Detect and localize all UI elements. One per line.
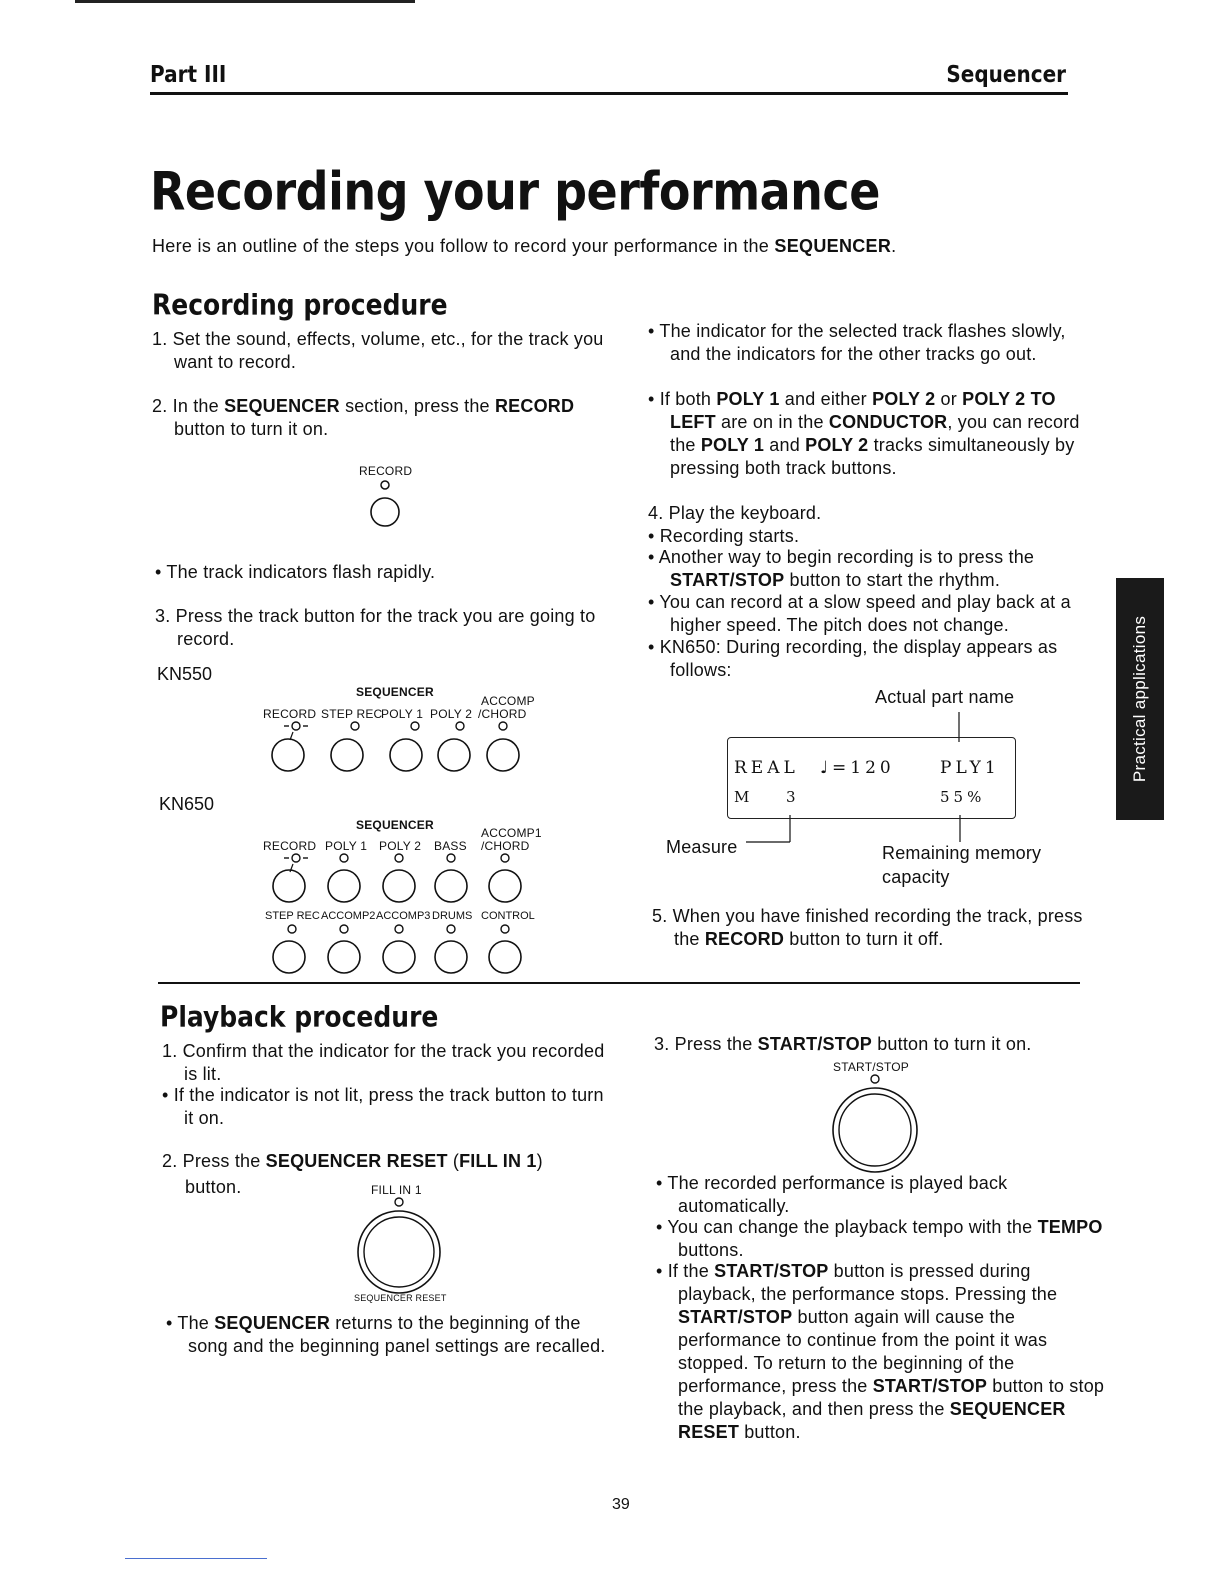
kn650-accomp-top: ACCOMP1 bbox=[481, 826, 542, 840]
play-bullet-tempo: • You can change the playback tempo with the TEMPO buttons. bbox=[656, 1217, 1103, 1260]
kn650-button-row-2 bbox=[260, 922, 530, 978]
lcd-measure-prefix: M bbox=[734, 788, 754, 806]
kn650-row2-label-5: CONTROL bbox=[481, 910, 535, 922]
remaining-memory-label: Remaining memory bbox=[882, 843, 1042, 863]
bullet-recording-starts: • Recording starts. bbox=[648, 526, 800, 546]
header-rule bbox=[150, 92, 1068, 95]
record-button-icon[interactable] bbox=[360, 478, 410, 528]
kn650-row2-label-4: DRUMS bbox=[432, 910, 473, 922]
lcd-part-name: PLY1 bbox=[940, 758, 1000, 778]
rec-step-2: 2. In the SEQUENCER section, press the RECORD button to turn it on. bbox=[152, 396, 575, 439]
kn650-sequencer-label: SEQUENCER bbox=[356, 818, 434, 832]
kn650-button-4 bbox=[435, 870, 467, 902]
intro-text: Here is an outline of the steps you follow to record your performance in the SEQUENCER. bbox=[152, 236, 897, 256]
kn650-button-9 bbox=[435, 941, 467, 973]
kn550-led-2 bbox=[351, 722, 359, 730]
kn550-button-5 bbox=[487, 739, 519, 771]
measure-label: Measure bbox=[666, 837, 738, 857]
kn550-btn-label-1: RECORD bbox=[263, 707, 317, 721]
rec-step-4: 4. Play the keyboard. bbox=[648, 503, 822, 523]
rec-step-3: 3. Press the track button for the track you are going to record. bbox=[155, 606, 596, 649]
kn650-button-6 bbox=[273, 941, 305, 973]
kn650-btn-label-4: BASS bbox=[434, 839, 467, 853]
kn550-button-row bbox=[260, 718, 530, 774]
lcd-tempo: ♩=120 bbox=[820, 758, 895, 778]
kn650-accomp-bottom: /CHORD bbox=[481, 839, 530, 853]
kn650-led-5 bbox=[501, 854, 509, 862]
kn550-button-3 bbox=[390, 739, 422, 771]
rec-step-5: 5. When you have finished recording the track, press the RECORD button to turn it off. bbox=[652, 906, 1083, 949]
play-step-1: 1. Confirm that the indicator for the track you recorded is lit. bbox=[162, 1041, 605, 1084]
fill-in-button-icon[interactable] bbox=[350, 1195, 450, 1295]
playback-heading: Playback procedure bbox=[160, 1000, 439, 1034]
kn550-led-3 bbox=[411, 722, 419, 730]
bullet-another-way: • Another way to begin recording is to press the START/STOP button to start the rhythm. bbox=[648, 547, 1035, 590]
play-bullet-auto: • The recorded performance is played back automatically. bbox=[656, 1173, 1008, 1216]
bullet-flash: • The track indicators flash rapidly. bbox=[155, 562, 436, 582]
section-divider bbox=[158, 982, 1080, 984]
bullet-indicator-flashes: • The indicator for the selected track flashes slowly, and the indicators for the other tracks go out. bbox=[648, 321, 1066, 364]
top-edge-line bbox=[75, 0, 415, 3]
kn650-led-4 bbox=[447, 854, 455, 862]
header-part: Part III bbox=[150, 60, 227, 88]
kn650-button-2 bbox=[328, 870, 360, 902]
kn550-record-led-flash-icon bbox=[284, 722, 308, 740]
kn650-label: KN650 bbox=[159, 794, 215, 814]
sequencer-reset-label: SEQUENCER RESET bbox=[354, 1293, 447, 1303]
kn550-btn-label-4: POLY 2 bbox=[430, 707, 473, 721]
kn650-btn-label-2: POLY 1 bbox=[325, 839, 368, 853]
side-tab-practical-applications: Practical applications bbox=[1116, 578, 1164, 820]
play-step-3: 3. Press the START/STOP button to turn it on. bbox=[654, 1034, 1032, 1054]
kn650-led-2 bbox=[340, 854, 348, 862]
recording-heading: Recording procedure bbox=[152, 288, 448, 322]
kn550-led-4 bbox=[456, 722, 464, 730]
header-section: Sequencer bbox=[946, 60, 1066, 88]
lcd-measure-value: 3 bbox=[786, 788, 800, 806]
bullet-poly: • If both POLY 1 and either POLY 2 or POLY 2 TO LEFT are on in the CONDUCTOR, you can record the POLY 1 and POLY 2 tracks simultaneously by pressing both track buttons. bbox=[648, 389, 1080, 478]
bottom-edge-line bbox=[125, 1558, 267, 1559]
page-number: 39 bbox=[612, 1496, 630, 1513]
kn550-label: KN550 bbox=[157, 664, 213, 684]
lcd-display bbox=[727, 737, 1016, 819]
lcd-mode: REAL bbox=[734, 758, 799, 778]
lcd-memory: 55% bbox=[940, 788, 986, 806]
play-step-2: 2. Press the SEQUENCER RESET (FILL IN 1) bbox=[162, 1151, 543, 1171]
play-step-2-button: button. bbox=[185, 1177, 242, 1197]
play-bullet-sequencer-returns: • The SEQUENCER returns to the beginning of the song and the beginning panel settings are recalled. bbox=[166, 1313, 606, 1356]
kn550-led-5 bbox=[499, 722, 507, 730]
rec-step-1: 1. Set the sound, effects, volume, etc., for the track you want to record. bbox=[152, 329, 604, 372]
kn650-button-row-1 bbox=[260, 850, 530, 906]
start-stop-label: START/STOP bbox=[833, 1060, 910, 1074]
kn650-button-3 bbox=[383, 870, 415, 902]
actual-part-name-label: Actual part name bbox=[875, 687, 1015, 707]
kn650-row2-label-3: ACCOMP3 bbox=[376, 910, 431, 922]
capacity-label: capacity bbox=[882, 867, 950, 887]
start-stop-button-icon[interactable] bbox=[828, 1072, 928, 1172]
kn650-row2-label-2: ACCOMP2 bbox=[321, 910, 376, 922]
kn650-button-1 bbox=[273, 870, 305, 902]
page-title: Recording your performance bbox=[150, 160, 880, 223]
kn650-led-3 bbox=[395, 854, 403, 862]
kn550-accomp-bottom: /CHORD bbox=[478, 707, 527, 721]
record-button-label: RECORD bbox=[359, 464, 413, 478]
kn650-row2-label-1: STEP REC bbox=[265, 910, 320, 922]
kn650-btn-label-1: RECORD bbox=[263, 839, 317, 853]
play-bullet-stop: • If the START/STOP button is pressed during playback, the performance stops. Pressing the START/STOP button again will cause the performance to continue from the point it was stopped. To return to the beginning of the performance, press the START/STOP button to stop the playback, and then press the SEQUENCER RESET button. bbox=[656, 1261, 1105, 1442]
kn550-btn-label-3: POLY 1 bbox=[381, 707, 424, 721]
kn650-button-8 bbox=[383, 941, 415, 973]
play-bullet-indicator: • If the indicator is not lit, press the track button to turn it on. bbox=[162, 1085, 604, 1128]
kn650-button-10 bbox=[489, 941, 521, 973]
kn650-button-5 bbox=[489, 870, 521, 902]
kn550-sequencer-label: SEQUENCER bbox=[356, 685, 434, 699]
kn550-accomp-top: ACCOMP bbox=[481, 694, 535, 708]
kn550-button-4 bbox=[438, 739, 470, 771]
kn550-btn-label-2: STEP REC bbox=[321, 707, 383, 721]
kn650-btn-label-3: POLY 2 bbox=[379, 839, 422, 853]
kn650-button-7 bbox=[328, 941, 360, 973]
bullet-slow-speed: • You can record at a slow speed and play back at a higher speed. The pitch does not change. bbox=[648, 592, 1071, 635]
kn550-button-1 bbox=[272, 739, 304, 771]
kn550-button-2 bbox=[331, 739, 363, 771]
bullet-kn650-display: • KN650: During recording, the display appears as follows: bbox=[648, 637, 1058, 680]
fill-in-1-label: FILL IN 1 bbox=[371, 1183, 422, 1197]
